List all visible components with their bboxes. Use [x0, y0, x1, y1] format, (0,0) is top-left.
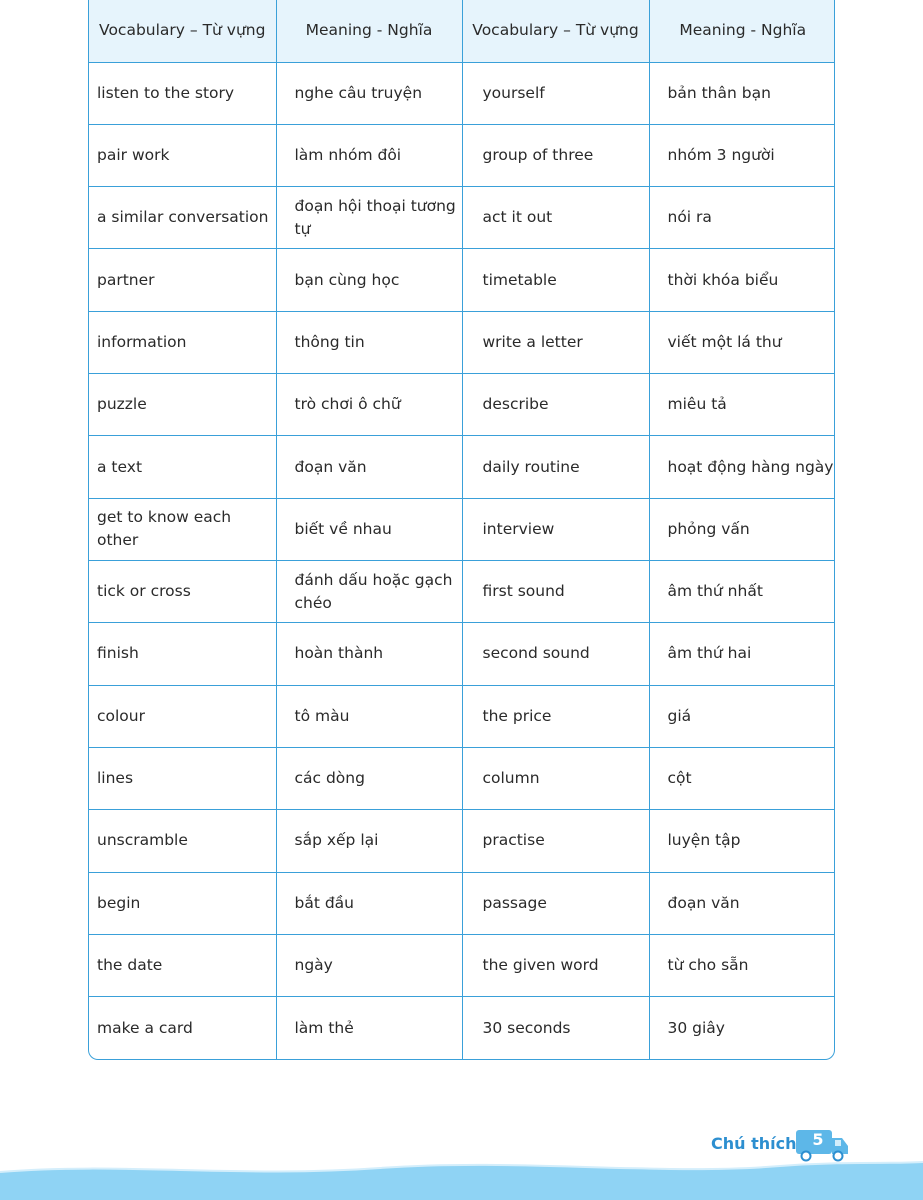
meaning-cell: nhóm 3 người: [649, 124, 835, 186]
vocab-cell: information: [89, 311, 276, 373]
meaning-cell: thời khóa biểu: [649, 249, 835, 311]
vocab-cell: puzzle: [89, 374, 276, 436]
meaning-cell: tô màu: [276, 685, 462, 747]
table-row: [89, 187, 835, 249]
vocab-cell: begin: [89, 872, 276, 934]
vocab-cell: the given word: [462, 934, 649, 996]
page-number: 5: [812, 1130, 824, 1149]
vocab-cell: partner: [89, 249, 276, 311]
meaning-cell: hoạt động hàng ngày: [649, 436, 835, 498]
meaning-cell: từ cho sẵn: [649, 934, 835, 996]
vocab-cell: 30 seconds: [462, 997, 649, 1059]
vocab-cell: write a letter: [462, 311, 649, 373]
vocabulary-table-container: [88, 0, 835, 1060]
header-meaning-1: Meaning - Nghĩa: [276, 0, 462, 62]
table-row: [89, 561, 835, 623]
meaning-cell: giá: [649, 685, 835, 747]
vocab-cell: passage: [462, 872, 649, 934]
meaning-cell: âm thứ nhất: [649, 561, 835, 623]
vocab-cell: second sound: [462, 623, 649, 685]
meaning-cell: âm thứ hai: [649, 623, 835, 685]
vocab-cell: the date: [89, 934, 276, 996]
meaning-cell: làm nhóm đôi: [276, 124, 462, 186]
vocab-cell: describe: [462, 374, 649, 436]
table-row: [89, 498, 835, 560]
table-row: [89, 124, 835, 186]
table-row: [89, 374, 835, 436]
meaning-cell: phỏng vấn: [649, 498, 835, 560]
header-vocabulary-2: Vocabulary – Từ vựng: [462, 0, 649, 62]
table-row: [89, 810, 835, 872]
meaning-cell: đánh dấu hoặc gạch chéo: [276, 561, 462, 623]
meaning-cell: các dòng: [276, 747, 462, 809]
meaning-cell: thông tin: [276, 311, 462, 373]
table-row: [89, 249, 835, 311]
meaning-cell: đoạn văn: [276, 436, 462, 498]
vocab-cell: finish: [89, 623, 276, 685]
meaning-cell: nghe câu truyện: [276, 62, 462, 124]
meaning-cell: ngày: [276, 934, 462, 996]
vocab-cell: lines: [89, 747, 276, 809]
table-row: [89, 623, 835, 685]
vocab-cell: group of three: [462, 124, 649, 186]
table-row: [89, 311, 835, 373]
meaning-cell: hoàn thành: [276, 623, 462, 685]
vocab-cell: pair work: [89, 124, 276, 186]
table-row: [89, 436, 835, 498]
meaning-cell: miêu tả: [649, 374, 835, 436]
vocab-cell: a similar conversation: [89, 187, 276, 249]
meaning-cell: trò chơi ô chữ: [276, 374, 462, 436]
table-row: [89, 934, 835, 996]
meaning-cell: viết một lá thư: [649, 311, 835, 373]
vocabulary-table: [89, 0, 835, 1059]
table-row: [89, 997, 835, 1059]
vocab-cell: column: [462, 747, 649, 809]
vocab-cell: first sound: [462, 561, 649, 623]
meaning-cell: cột: [649, 747, 835, 809]
meaning-cell: 30 giây: [667, 1018, 725, 1037]
vocab-cell: the price: [462, 685, 649, 747]
header-vocabulary-1: Vocabulary – Từ vựng: [89, 0, 276, 62]
meaning-cell: bắt đầu: [276, 872, 462, 934]
vocab-cell: make a card: [89, 997, 276, 1059]
table-row: [89, 747, 835, 809]
meaning-cell: bản thân bạn: [649, 62, 835, 124]
meaning-cell: bạn cùng học: [276, 249, 462, 311]
vocab-cell: practise: [462, 810, 649, 872]
vocab-cell: a text: [89, 436, 276, 498]
footer-label: Chú thích: [711, 1134, 797, 1153]
table-row: [89, 685, 835, 747]
table-header-row: [89, 0, 835, 62]
meaning-cell: đoạn hội thoại tương tự: [276, 187, 462, 249]
meaning-cell: nói ra: [649, 187, 835, 249]
vocab-cell: timetable: [462, 249, 649, 311]
table-row: [89, 872, 835, 934]
header-meaning-2: Meaning - Nghĩa: [649, 0, 835, 62]
vocab-cell: tick or cross: [89, 561, 276, 623]
meaning-cell: sắp xếp lại: [276, 810, 462, 872]
vocab-cell: interview: [462, 498, 649, 560]
vocab-cell: unscramble: [89, 810, 276, 872]
vocab-cell: act it out: [462, 187, 649, 249]
meaning-cell: làm thẻ: [276, 997, 462, 1059]
table-row: [89, 62, 835, 124]
footer-wave-decoration: [0, 1150, 923, 1200]
meaning-cell: đoạn văn: [649, 872, 835, 934]
vocab-cell: colour: [89, 685, 276, 747]
vocab-cell: listen to the story: [89, 62, 276, 124]
vocab-cell: daily routine: [462, 436, 649, 498]
vocab-cell: yourself: [462, 62, 649, 124]
meaning-cell: luyện tập: [649, 810, 835, 872]
vocab-cell: get to know each other: [89, 498, 276, 560]
meaning-cell: biết về nhau: [276, 498, 462, 560]
